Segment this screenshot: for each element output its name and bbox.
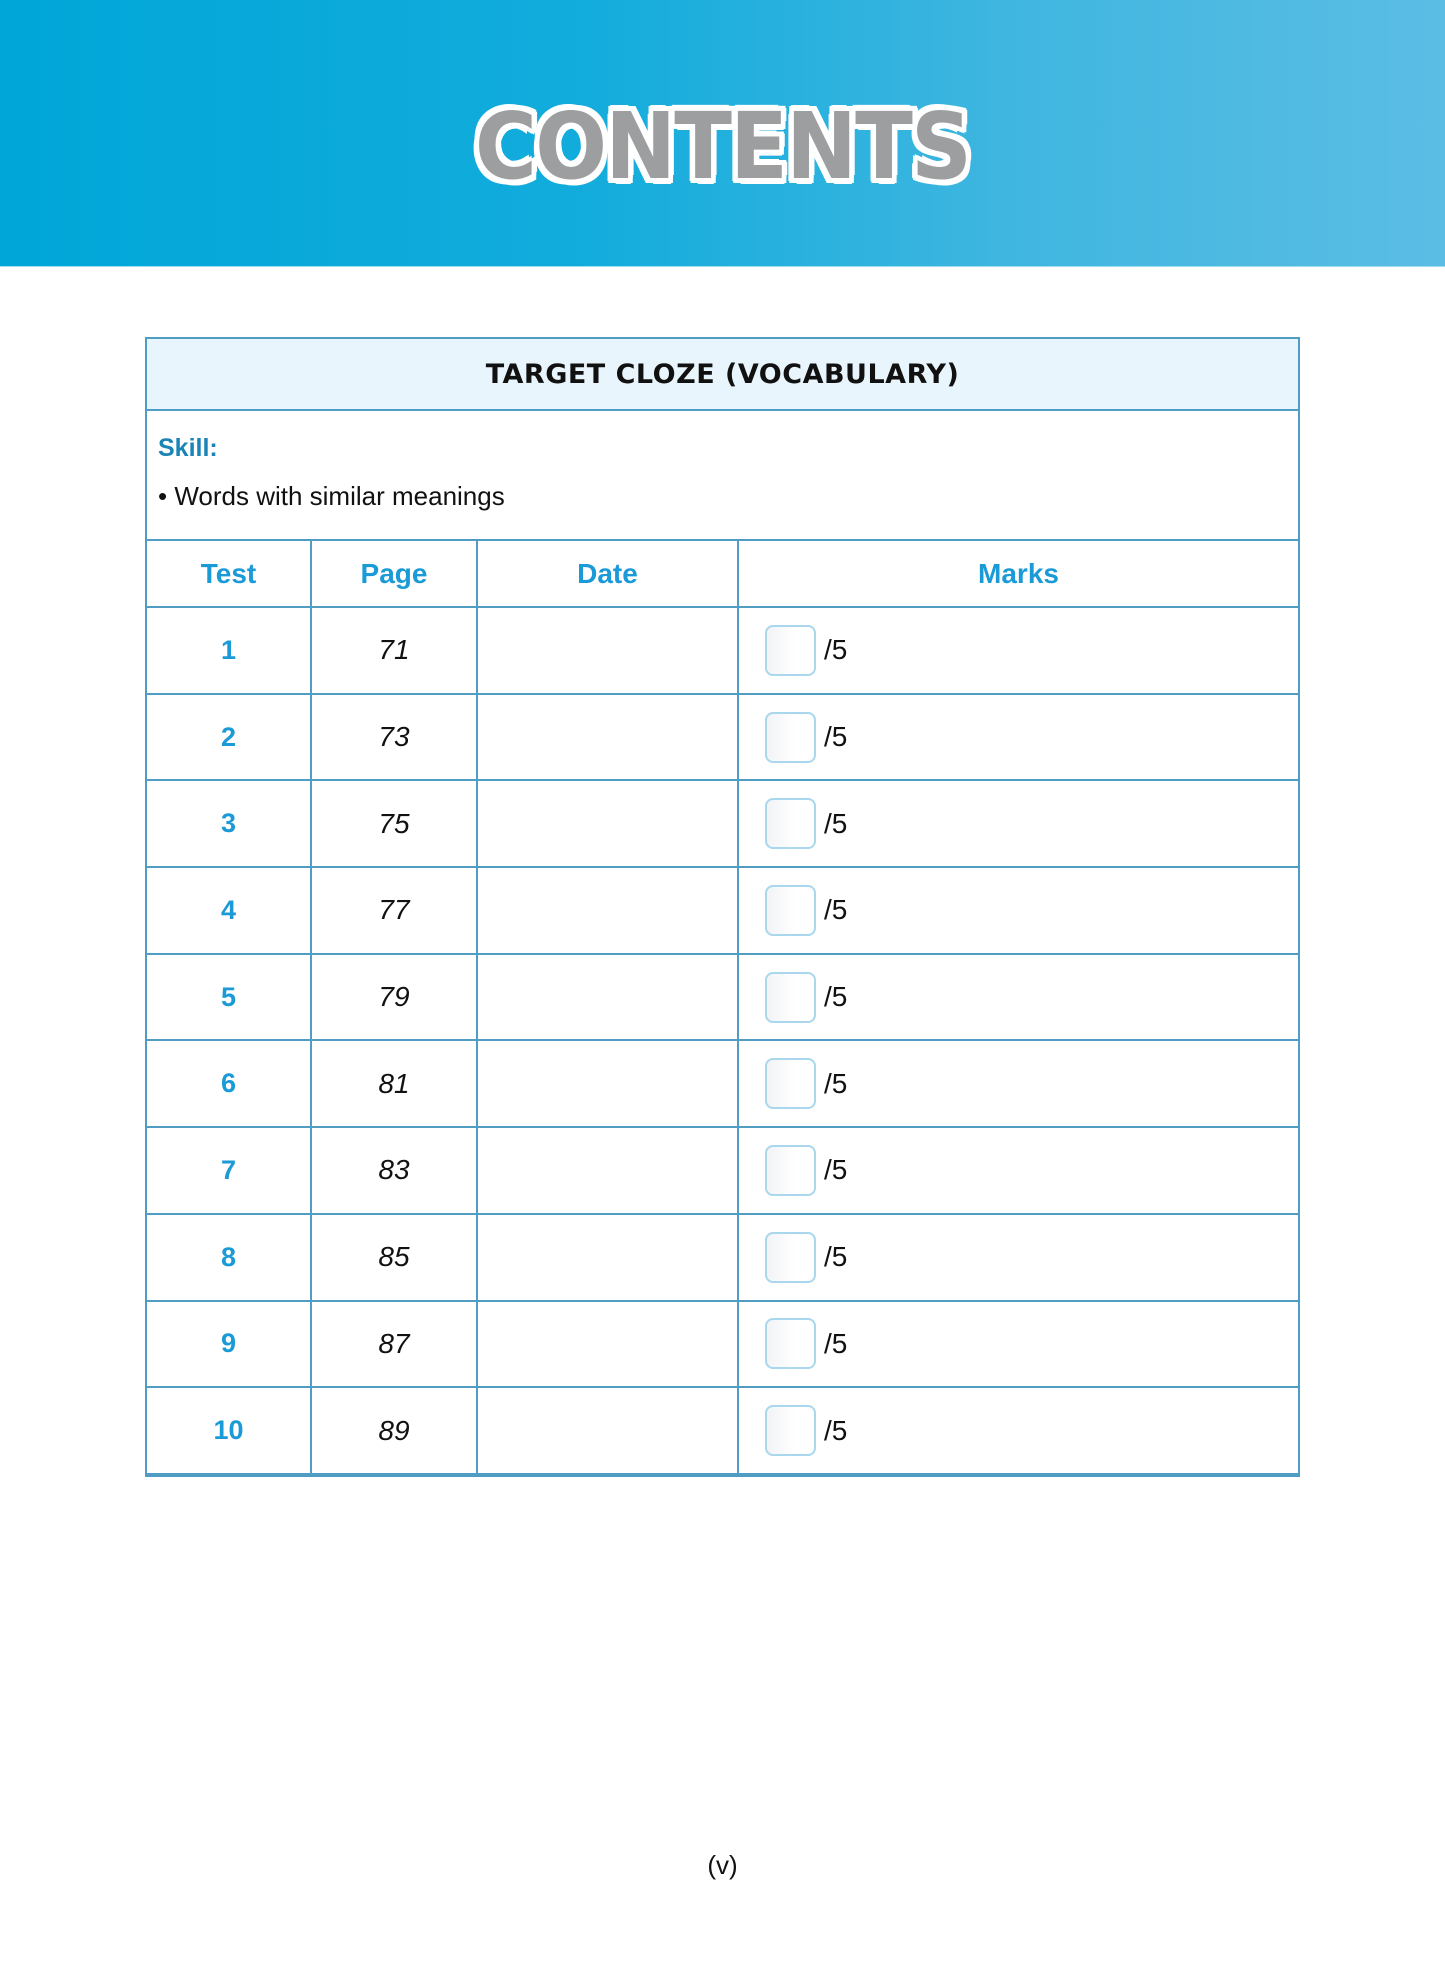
- marks-cell: [739, 955, 1298, 1042]
- mark-input-box[interactable]: [765, 1318, 816, 1369]
- page-number-cell: 71: [312, 608, 478, 695]
- test-number: 10: [147, 1388, 312, 1475]
- marks-cell: [739, 1302, 1298, 1389]
- page-number-cell: 79: [312, 955, 478, 1042]
- page-number-cell: 89: [312, 1388, 478, 1475]
- mark-total: /5: [824, 981, 848, 1013]
- test-number: 8: [147, 1215, 312, 1302]
- page-number-cell: 87: [312, 1302, 478, 1389]
- marks-cell: [739, 1388, 1298, 1475]
- page-number-cell: 83: [312, 1128, 478, 1215]
- skill-item: • Words with similar meanings: [158, 481, 505, 511]
- mark-input-box[interactable]: [765, 798, 816, 849]
- tests-grid: [147, 541, 1298, 608]
- date-cell[interactable]: [478, 1302, 739, 1389]
- table-row: [147, 608, 1298, 695]
- skill-label: Skill:: [158, 434, 218, 462]
- column-header-marks: Marks: [739, 541, 1298, 608]
- marks-cell: [739, 1215, 1298, 1302]
- contents-table: [145, 337, 1300, 1477]
- mark-input-box[interactable]: [765, 1232, 816, 1283]
- date-cell[interactable]: [478, 1388, 739, 1475]
- mark-input-box[interactable]: [765, 1058, 816, 1109]
- test-number: 6: [147, 1041, 312, 1128]
- section-title: TARGET CLOZE (VOCABULARY): [147, 339, 1298, 411]
- test-number: 2: [147, 695, 312, 782]
- table-row: [147, 695, 1298, 782]
- table-row: [147, 955, 1298, 1042]
- marks-cell: [739, 608, 1298, 695]
- header-banner: [0, 0, 1445, 267]
- date-cell[interactable]: [478, 868, 739, 955]
- marks-cell: [739, 868, 1298, 955]
- marks-cell: [739, 695, 1298, 782]
- mark-input-box[interactable]: [765, 885, 816, 936]
- test-number: 4: [147, 868, 312, 955]
- mark-input-box[interactable]: [765, 1145, 816, 1196]
- mark-total: /5: [824, 634, 848, 666]
- mark-total: /5: [824, 1067, 848, 1099]
- test-number: 3: [147, 781, 312, 868]
- date-cell[interactable]: [478, 1215, 739, 1302]
- table-row: [147, 1128, 1298, 1215]
- date-cell[interactable]: [478, 695, 739, 782]
- column-header-test: Test: [147, 541, 312, 608]
- mark-total: /5: [824, 894, 848, 926]
- marks-cell: [739, 1128, 1298, 1215]
- test-number: 7: [147, 1128, 312, 1215]
- mark-total: /5: [824, 1154, 848, 1186]
- marks-cell: [739, 1041, 1298, 1128]
- date-cell[interactable]: [478, 781, 739, 868]
- marks-cell: [739, 781, 1298, 868]
- table-row: [147, 1041, 1298, 1128]
- table-row: [147, 781, 1298, 868]
- table-row: [147, 1215, 1298, 1302]
- test-number: 5: [147, 955, 312, 1042]
- mark-total: /5: [824, 1327, 848, 1359]
- test-number: 9: [147, 1302, 312, 1389]
- page-number-cell: 73: [312, 695, 478, 782]
- mark-input-box[interactable]: [765, 1405, 816, 1456]
- mark-input-box[interactable]: [765, 712, 816, 763]
- column-header-date: Date: [478, 541, 739, 608]
- page-number-cell: 81: [312, 1041, 478, 1128]
- mark-input-box[interactable]: [765, 972, 816, 1023]
- column-header-page: Page: [312, 541, 478, 608]
- date-cell[interactable]: [478, 955, 739, 1042]
- mark-total: /5: [824, 1414, 848, 1446]
- mark-input-box[interactable]: [765, 625, 816, 676]
- date-cell[interactable]: [478, 608, 739, 695]
- mark-total: /5: [824, 721, 848, 753]
- mark-total: /5: [824, 1241, 848, 1273]
- skill-section: [147, 411, 1298, 541]
- table-row: [147, 1302, 1298, 1389]
- test-number: 1: [147, 608, 312, 695]
- page-number-cell: 85: [312, 1215, 478, 1302]
- table-body: [147, 608, 1298, 1475]
- date-cell[interactable]: [478, 1128, 739, 1215]
- table-row: [147, 868, 1298, 955]
- mark-total: /5: [824, 807, 848, 839]
- page-title: CONTENTS: [474, 93, 971, 200]
- table-row: [147, 1388, 1298, 1475]
- page-number-cell: 77: [312, 868, 478, 955]
- page-number: (v): [707, 1850, 738, 1880]
- page-number-cell: 75: [312, 781, 478, 868]
- date-cell[interactable]: [478, 1041, 739, 1128]
